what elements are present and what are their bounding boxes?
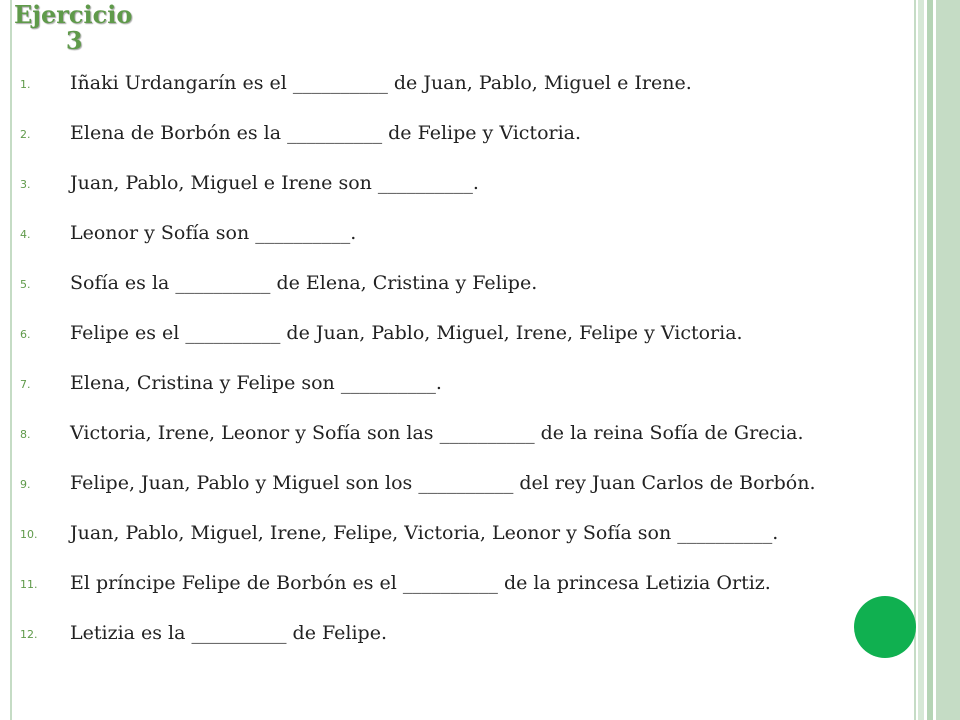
item-text: Juan, Pablo, Miguel e Irene son __________.: [70, 172, 479, 194]
item-number: 8.: [20, 428, 31, 441]
item-number: 1.: [20, 78, 31, 91]
title-line-1: Ejercicio: [14, 0, 133, 29]
list-item: [20, 64, 896, 104]
item-text: Letizia es la __________ de Felipe.: [70, 622, 387, 644]
item-number: 9.: [20, 478, 31, 491]
right-border-line: [914, 0, 916, 720]
green-circle-decoration: [854, 596, 916, 658]
item-number: 2.: [20, 128, 31, 141]
item-text: Elena, Cristina y Felipe son __________.: [70, 372, 442, 394]
item-number: 7.: [20, 378, 31, 391]
item-text: Felipe es el __________ de Juan, Pablo, Miguel, Irene, Felipe y Victoria.: [70, 322, 743, 344]
item-number: 3.: [20, 178, 31, 191]
item-text: Elena de Borbón es la __________ de Felipe y Victoria.: [70, 122, 582, 144]
item-text: Felipe, Juan, Pablo y Miguel son los __________ del rey Juan Carlos de Borbón.: [70, 472, 816, 494]
item-number: 6.: [20, 328, 31, 341]
list-item: [20, 114, 896, 154]
item-number: 10.: [20, 528, 38, 541]
item-text: Sofía es la __________ de Elena, Cristina y Felipe.: [70, 272, 538, 294]
title-line-2: 3: [65, 26, 83, 55]
list-item: [20, 464, 896, 504]
item-number: 5.: [20, 278, 31, 291]
list-item: [20, 414, 896, 454]
item-text: Victoria, Irene, Leonor y Sofía son las __________ de la reina Sofía de Grecia.: [70, 422, 804, 444]
list-item: [20, 314, 896, 354]
left-border-line: [10, 0, 12, 720]
list-item: [20, 564, 896, 604]
list-item: [20, 264, 896, 304]
item-number: 12.: [20, 628, 38, 641]
item-number: 4.: [20, 228, 31, 241]
item-text: Juan, Pablo, Miguel, Irene, Felipe, Victoria, Leonor y Sofía son __________.: [70, 522, 779, 544]
list-item: [20, 364, 896, 404]
item-number: 11.: [20, 578, 38, 591]
item-text: Leonor y Sofía son __________.: [70, 222, 357, 244]
list-item: [20, 214, 896, 254]
item-text: Iñaki Urdangarín es el __________ de Juan, Pablo, Miguel e Irene.: [70, 72, 692, 94]
stripe: [936, 0, 960, 720]
decorative-stripes: [918, 0, 960, 720]
list-item: [20, 164, 896, 204]
list-item: [20, 614, 896, 654]
slide-title: [14, 2, 132, 54]
item-text: El príncipe Felipe de Borbón es el __________ de la princesa Letizia Ortiz.: [70, 572, 771, 594]
list-item: [20, 514, 896, 554]
exercise-list: [20, 64, 896, 664]
